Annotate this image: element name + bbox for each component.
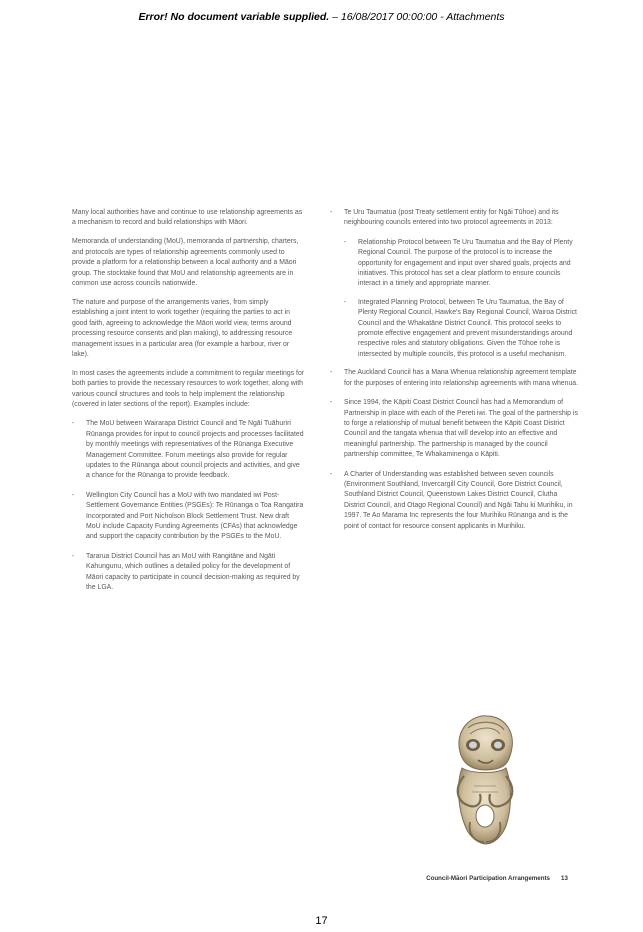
- footer-page-number: 13: [561, 875, 568, 882]
- list-item: - The Auckland Council has a Mana Whenua relationship agreement template for the purposes of entering into relationship agreements with mana whenua.: [330, 368, 580, 389]
- page-number: 17: [315, 915, 328, 927]
- footer-title: Council-Māori Participation Arrangements: [426, 875, 550, 882]
- paragraph: Memoranda of understanding (MoU), memoranda of partnership, charters, and protocols are types of relationship agreements commonly used to provide a platform for a relationship between a local authority and a Māori group. The stocktake found that MoU and relationship agreements are in common use across councils nationwide.: [72, 238, 299, 288]
- list-item: - Wellington City Council has a MoU with two mandated iwi Post-Settlement Governance Entities (PSGEs): Te Rūnanga o Toa Rangatira Incorporated and Port Nicholson Block Settlement Trust. New draft MoU include Capacity Funding Agreements (CFAs) that acknowledge and support the capacity contribution by the PSGEs to the MoU.: [72, 491, 305, 543]
- document-header: [0, 11, 643, 23]
- list-item: - A Charter of Understanding was established between seven councils (Environment Southland, Invercargill City Council, Gore District Council, Southland District Council, Queenstown Lakes District Council, Clutha District Council, and Otago Regional Council) and Ngāi Tahu ki Murihiku, in 1997. Te Ao Marama Inc represents the four Murihiku Rūnanga and is the point of contact for resource consent applicants in Murihiku.: [330, 470, 580, 532]
- list-item: - Te Uru Taumatua (post Treaty settlement entity for Ngāi Tūhoe) and its neighbouring councils entered into two protocol agreements in 2013:: [330, 208, 580, 229]
- list-item: - Tararua District Council has an MoU with Rangitāne and Ngāti Kahungunu, which outlines a detailed policy for the development of Māori capacity to participate in council decision-making as required by the LGA.: [72, 552, 305, 594]
- sub-list-item: - Integrated Planning Protocol, between Te Uru Taumatua, the Bay of Plenty Regional Council, Hawke's Bay Regional Council, Wairoa District Council and the Whakatāne District Council. This protocol seeks to promote effective engagement and prevent misunderstandings around respective roles and statutory obligations. Given the Tūhoe rohe is intersected by multiple councils, this protocol is a useful mechanism.: [344, 298, 580, 360]
- right-column: [330, 208, 580, 541]
- paragraph: Many local authorities have and continue to use relationship agreements as a mechanism to record and build relationships with Māori.: [72, 209, 303, 227]
- header-error-text: Error! No document variable supplied.: [138, 11, 330, 23]
- paragraph: The nature and purpose of the arrangements varies, from simply establishing a joint intent to work together (requiring the parties to act in good faith, agreeing to acknowledge the Māori world view, terms around processing resource consents and plan making), to addressing resource management issues in a particular area (for example a harbour, river or lake).: [72, 299, 293, 359]
- list-item: - Since 1994, the Kāpiti Coast District Council has had a Memorandum of Partnership in place with each of the Pereti iwi. The goal of the partnership is to forge a relationship of mutual benefit between the Kāpiti Coast District Council and the tangata whenua that will develop into an effective and meaningful partnership. The partnership is managed by the council partnership committee, Te Whakaminenga o Kāpiti.: [330, 398, 580, 460]
- list-item: - The MoU between Wairarapa District Council and Te Ngāi Tuāhuriri Rūnanga provides for input to council projects and processes facilitated by monthly meetings with representatives of the Rūnanga Executive Management Committee. Forum meetings also provide for regular updates to the Rūnanga about council projects and activities, and give a chance for the Rūnanga to provide feedback.: [72, 419, 305, 481]
- sub-list-item: - Relationship Protocol between Te Uru Taumatua and the Bay of Plenty Regional Council. The purpose of the protocol is to increase the opportunity for engagement and input over shared goals, projects and initiatives. This protocol has set a clear platform to ensure councils interact in a timely and appropriate manner.: [344, 238, 580, 290]
- paragraph: In most cases the agreements include a commitment to regular meetings for both parties to provide the necessary resources to work together, along with various council structures and tools to help implement the relationship (covered in later sections of the report). Examples include:: [72, 370, 305, 409]
- header-date-text: – 16/08/2017 00:00:00 - Attachments: [329, 11, 505, 23]
- left-column: [72, 208, 305, 602]
- hei-tiki-carving-icon: [440, 710, 530, 860]
